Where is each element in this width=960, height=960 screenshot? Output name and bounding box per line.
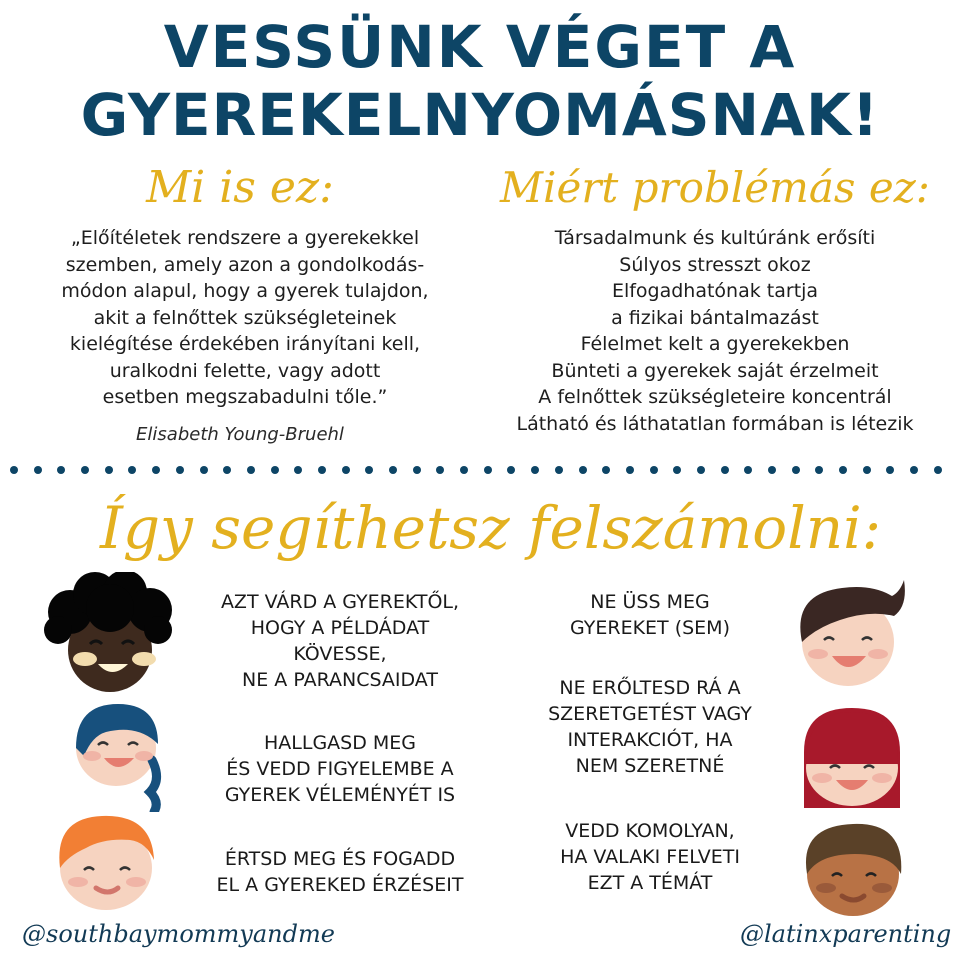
divider-dot (176, 466, 184, 474)
tip-lead-by-example (175, 589, 505, 693)
dark-hair-boy-face-icon (790, 580, 910, 690)
divider-dot (34, 466, 42, 474)
divider-dot (57, 466, 65, 474)
tip-line: NEM SZERETNÉ (575, 755, 725, 777)
divider-dot (10, 466, 18, 474)
tip-line: KÖVESSE, (293, 643, 387, 665)
tip-line: HA VALAKI FELVETI (560, 846, 740, 868)
title-line-2: GYEREKELNYOMÁSNAK! (80, 81, 880, 149)
tip-line: ÉS VEDD FIGYELEMBE A (226, 758, 454, 780)
tip-listen (175, 730, 505, 808)
divider-dot (602, 466, 610, 474)
divider-dot (721, 466, 729, 474)
tip-line: AZT VÁRD A GYEREKTŐL, (220, 591, 460, 613)
dotted-divider (10, 463, 960, 477)
braid-girl-face-icon (68, 700, 168, 812)
problem-item: Félelmet kelt a gyerekekben (580, 333, 850, 355)
divider-dot (318, 466, 326, 474)
quote-line: kielégítése érdekében irányítani kell, (69, 333, 421, 355)
divider-dot (792, 466, 800, 474)
divider-dot (650, 466, 658, 474)
divider-dot (626, 466, 634, 474)
tip-line: VEDD KOMOLYAN, (565, 820, 735, 842)
quote-author: Elisabeth Young-Bruehl (136, 424, 344, 445)
divider-dot (531, 466, 539, 474)
divider-dot (342, 466, 350, 474)
tip-line: GYEREK VÉLEMÉNYÉT IS (224, 784, 456, 806)
tip-line: INTERAKCIÓT, HA (567, 729, 733, 751)
tip-line: HOGY A PÉLDÁDAT (250, 617, 430, 639)
divider-dot (223, 466, 231, 474)
divider-dot (247, 466, 255, 474)
divider-dot (200, 466, 208, 474)
tip-line: SZERETGETÉST VAGY (548, 703, 752, 725)
divider-dot (81, 466, 89, 474)
divider-dot (673, 466, 681, 474)
tip-take-seriously (510, 818, 790, 896)
divider-dot (744, 466, 752, 474)
quote-line: akit a felnőttek szükségleteinek (93, 306, 397, 329)
tip-accept-feelings (175, 846, 505, 898)
ginger-boy-face-icon (52, 812, 160, 912)
problem-item: a fizikai bántalmazást (611, 306, 819, 329)
tip-line: NE ÜSS MEG (590, 591, 710, 613)
tip-line: GYEREKET (SEM) (570, 617, 730, 639)
divider-dot (839, 466, 847, 474)
divider-dot (413, 466, 421, 474)
why-problem-list (470, 225, 960, 437)
why-problem-heading: Miért problémás ez: (500, 163, 930, 212)
problem-item: Látható és láthatatlan formában is létezik (516, 412, 914, 435)
what-is-it-heading: Mi is ez: (146, 162, 334, 213)
tip-line: EL A GYEREKED ÉRZÉSEIT (216, 874, 464, 896)
problem-item: A felnőttek szükségleteire koncentrál (538, 386, 892, 408)
how-to-help-heading: Így segíthetsz felszámolni: (100, 494, 882, 562)
quote-line: esetben megszabadulni tőle.” (102, 386, 388, 408)
divider-dot (579, 466, 587, 474)
divider-dot (863, 466, 871, 474)
tip-line: NE ERŐLTESD RÁ A (559, 677, 741, 699)
curly-hair-child-face-icon (40, 572, 178, 692)
credit-southbaymommyandme: @southbaymommyandme (22, 920, 335, 948)
divider-dot (389, 466, 397, 474)
divider-dot (768, 466, 776, 474)
divider-dot (555, 466, 563, 474)
divider-dot (271, 466, 279, 474)
divider-dot (436, 466, 444, 474)
definition-quote (10, 225, 480, 411)
curly-brown-hair-boy-face-icon (798, 820, 908, 918)
divider-dot (697, 466, 705, 474)
problem-item: Bünteti a gyerekek saját érzelmeit (551, 359, 879, 382)
divider-dot (886, 466, 894, 474)
title-line-1: VESSÜNK VÉGET A (163, 13, 797, 81)
divider-dot (294, 466, 302, 474)
tip-line: ÉRTSD MEG ÉS FOGADD (224, 848, 456, 870)
quote-line: szemben, amely azon a gondolkodás- (65, 253, 425, 276)
divider-dot (105, 466, 113, 474)
divider-dot (910, 466, 918, 474)
credit-latinxparenting: @latinxparenting (740, 920, 952, 948)
quote-line: módon alapul, hogy a gyerek tulajdon, (61, 280, 429, 302)
tip-no-hitting (510, 589, 790, 641)
divider-dot (128, 466, 136, 474)
red-hair-girl-face-icon (800, 708, 904, 812)
tip-line: NE A PARANCSAIDAT (242, 669, 438, 691)
divider-dot (365, 466, 373, 474)
divider-dot (152, 466, 160, 474)
problem-item: Elfogadhatónak tartja (611, 280, 819, 302)
quote-line: uralkodni felette, vagy adott (109, 359, 381, 382)
tip-line: HALLGASD MEG (263, 732, 417, 754)
problem-item: Társadalmunk és kultúránk erősíti (554, 227, 876, 249)
divider-dot (484, 466, 492, 474)
divider-dot (507, 466, 515, 474)
divider-dot (934, 466, 942, 474)
tip-no-forced-affection (510, 675, 790, 779)
divider-dot (460, 466, 468, 474)
divider-dot (815, 466, 823, 474)
problem-item: Súlyos stresszt okoz (619, 253, 811, 276)
quote-line: „Előítéletek rendszere a gyerekekkel (70, 227, 420, 249)
tip-line: EZT A TÉMÁT (587, 872, 713, 894)
